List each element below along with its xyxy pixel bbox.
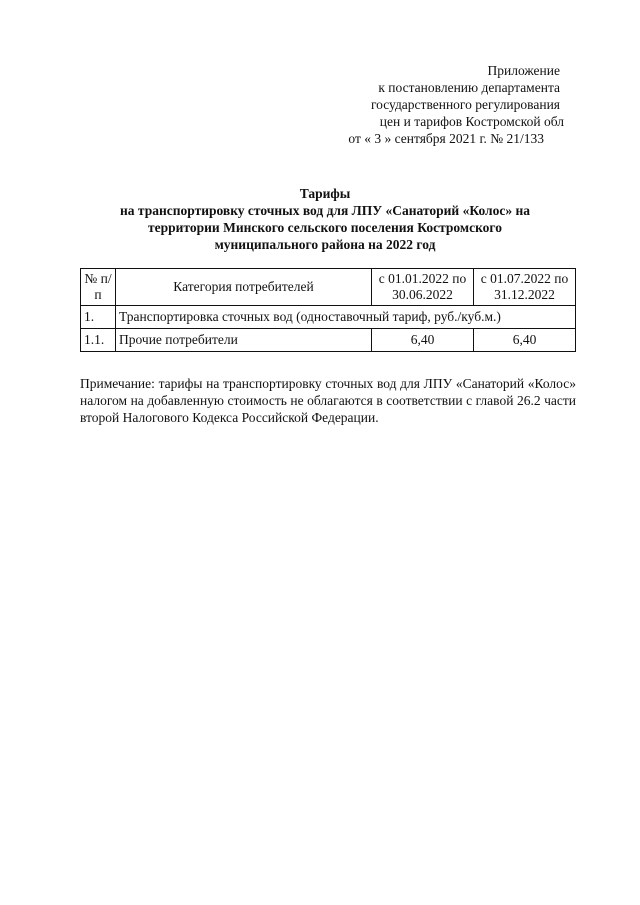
title-line-4: муниципального района на 2022 год	[214, 237, 436, 252]
note-paragraph: Примечание: тарифы на транспортировку сточных вод для ЛПУ «Санаторий «Колос» налогом на добавленную стоимость не облагаются в соответствии с главой 26.2 части второй Налогового Кодекса Российской Федерации.	[80, 376, 576, 425]
table-header-row	[81, 269, 576, 306]
appendix-line-2: к постановлению департамента	[378, 80, 560, 95]
row-2-period-2: 6,40	[474, 329, 576, 352]
header-category: Категория потребителей	[116, 269, 372, 306]
document-title	[60, 185, 590, 253]
header-period-1: с 01.01.2022 по 30.06.2022	[372, 269, 474, 306]
row-2-period-1: 6,40	[372, 329, 474, 352]
appendix-header	[300, 62, 564, 147]
header-num: № п/п	[81, 269, 116, 306]
row-1-text: Транспортировка сточных вод (одноставочный тариф, руб./куб.м.)	[116, 306, 576, 329]
appendix-line-1: Приложение	[487, 63, 560, 78]
appendix-line-5: от « 3 » сентября 2021 г. № 21/133	[348, 131, 544, 146]
table-row	[81, 329, 576, 352]
appendix-line-3: государственного регулирования	[370, 97, 560, 112]
row-2-num: 1.1.	[81, 329, 116, 352]
title-line-1: Тарифы	[299, 186, 351, 201]
title-line-2: на транспортировку сточных вод для ЛПУ «Санаторий «Колос» на	[120, 203, 530, 218]
appendix-line-4: цен и тарифов Костромской обл	[379, 114, 564, 129]
title-line-3: территории Минского сельского поселения Костромского	[148, 220, 502, 235]
row-2-category: Прочие потребители	[116, 329, 372, 352]
tariff-table	[80, 268, 576, 352]
header-period-2: с 01.07.2022 по 31.12.2022	[474, 269, 576, 306]
table-row	[81, 306, 576, 329]
row-1-num: 1.	[81, 306, 116, 329]
